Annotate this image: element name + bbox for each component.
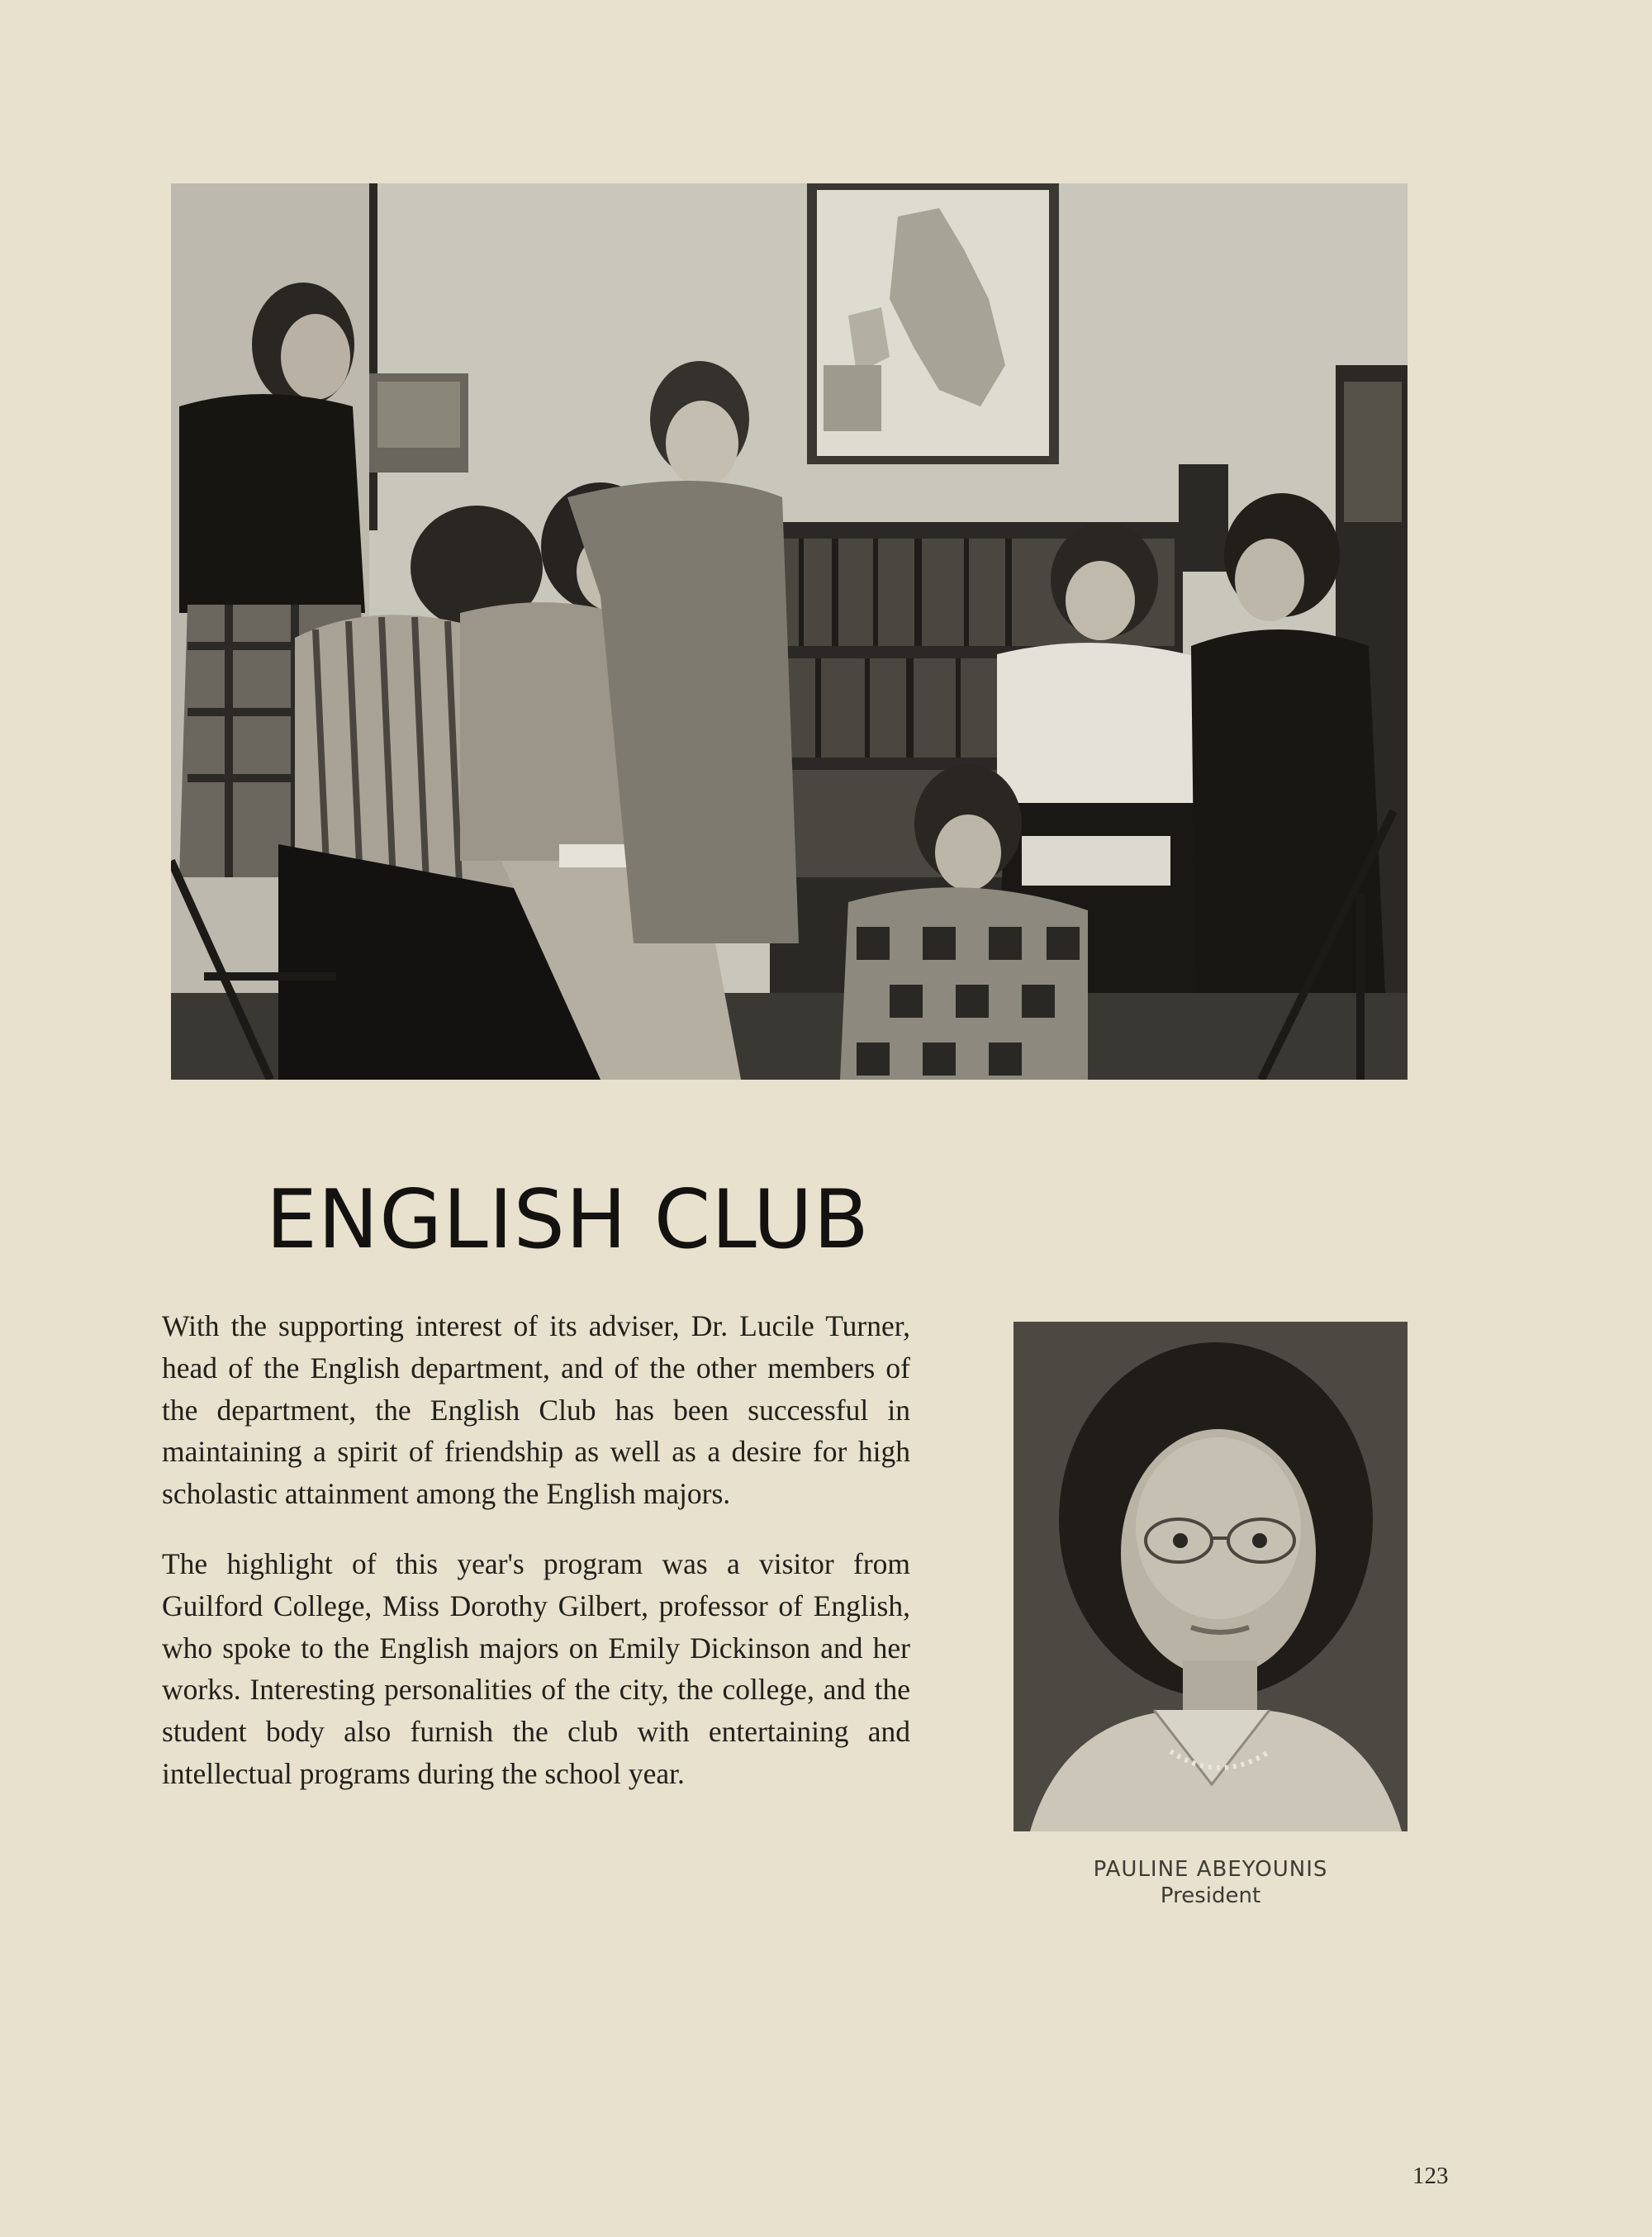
page-title: ENGLISH CLUB [266,1173,870,1267]
group-photo-image [171,183,1408,1080]
article-paragraph-2: The highlight of this year's program was a visitor from Guilford College, Miss Dorothy Gilbert, professor of English, who spoke to the English majors on Emily Dickinson and her works. Interesting personalities of the city, the college, and the student body also furnish the club with entertaining and intellectual programs during the school year. [162,1546,910,1790]
president-portrait-image [1014,1322,1408,1831]
group-photo [171,183,1408,1080]
president-portrait [1014,1322,1408,1831]
article-body [162,1305,910,1795]
caption-name: PAULINE ABEYOUNIS [1093,1857,1328,1882]
page-number: 123 [1412,2163,1449,2189]
portrait-caption [1014,1856,1408,1909]
article-paragraph-1: With the supporting interest of its adviser, Dr. Lucile Turner, head of the English department, and of the other members of the department, the English Club has been successful in maintaining a spirit of friendship as well as a desire for high scholastic attainment among the English majors. [162,1309,910,1511]
caption-role: President [1160,1883,1261,1908]
